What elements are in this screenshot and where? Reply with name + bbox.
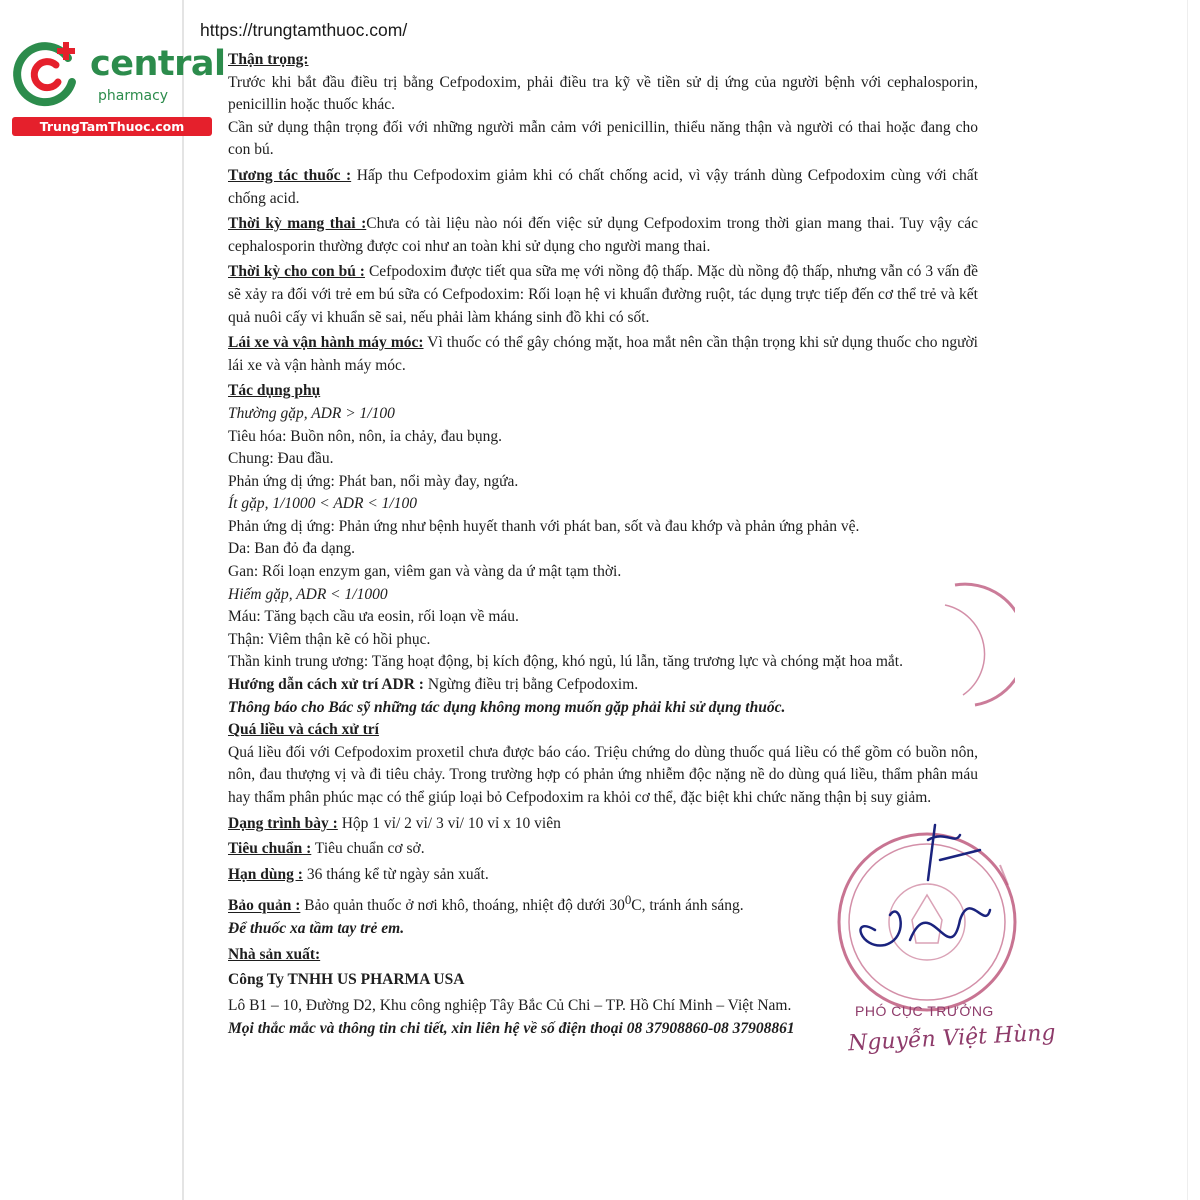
paragraph: Hạn dùng : 36 tháng kể từ ngày sản xuất.: [228, 865, 489, 883]
section-heading: Tương tác thuốc :: [228, 166, 352, 184]
section-heading: Nhà sản xuất:: [228, 945, 321, 963]
signer-name: Nguyễn Việt Hùng: [847, 1020, 1057, 1057]
section-heading: Thời kỳ mang thai :: [228, 215, 367, 233]
section-heading: Thận trọng:: [228, 51, 309, 68]
list-item: Da: Ban đỏ đa dạng.: [228, 540, 355, 558]
paragraph: Lái xe và vận hành máy móc: Vì thuốc có thể gây chóng mặt, hoa mắt nên cần thận trọng khi sử dụng thuốc cho người lái xe và vận hành máy móc.: [228, 334, 978, 374]
signer-title: PHÓ CỤC TRƯỞNG: [855, 1003, 994, 1019]
section-heading: Hạn dùng :: [228, 865, 303, 883]
logo-subtitle: pharmacy: [98, 88, 169, 104]
central-pharmacy-logo[interactable]: [8, 38, 226, 138]
paragraph: Tương tác thuốc : Hấp thu Cefpodoxim giảm khi có chất chống acid, vì vậy tránh dùng Cefpodoxim cùng với chất chống acid.: [228, 166, 978, 207]
list-item: Thận: Viêm thận kẽ có hồi phục.: [228, 630, 431, 648]
frequency-label: Hiếm gặp, ADR < 1/1000: [228, 585, 388, 603]
logo-name: central: [90, 44, 226, 84]
paragraph: Thời kỳ mang thai :Chưa có tài liệu nào nói đến việc sử dụng Cefpodoxim trong thời gian mang thai. Tuy vậy các cephalosporin thường được coi như an toàn khi sử dụng cho người mang thai.: [228, 215, 979, 255]
section-heading: Bảo quản :: [228, 897, 301, 915]
section-heading: Tiêu chuẩn :: [228, 840, 312, 858]
section-heading: Dạng trình bày :: [228, 814, 338, 832]
notice: Thông báo cho Bác sỹ những tác dụng không mong muốn gặp phải khi sử dụng thuốc.: [228, 698, 786, 716]
list-item: Tiêu hóa: Buồn nôn, nôn, ỉa chảy, đau bụng.: [228, 427, 502, 445]
paragraph: Tiêu chuẩn : Tiêu chuẩn cơ sở.: [228, 840, 425, 858]
list-item: Phản ứng dị ứng: Phát ban, nổi mày đay, ngứa.: [228, 472, 519, 490]
page-edge: [1187, 0, 1188, 1200]
logo-banner: TrungTamThuoc.com: [12, 117, 212, 136]
company-name: Công Ty TNHH US PHARMA USA: [228, 971, 465, 989]
frequency-label: Thường gặp, ADR > 1/100: [228, 404, 395, 422]
pharmacy-cross-icon: [10, 38, 84, 112]
frequency-label: Ít gặp, 1/1000 < ADR < 1/100: [228, 495, 417, 513]
paragraph: Dạng trình bày : Hộp 1 vỉ/ 2 vỉ/ 3 vỉ/ 10 vỉ x 10 viên: [228, 814, 561, 832]
stamp-fragment: [935, 575, 1015, 715]
warning: Để thuốc xa tầm tay trẻ em.: [228, 920, 405, 938]
paragraph: Hướng dẫn cách xử trí ADR : Ngừng điều trị bằng Cefpodoxim.: [228, 676, 639, 694]
section-heading: Tác dụng phụ: [228, 382, 321, 400]
list-item: Chung: Đau đầu.: [228, 450, 334, 468]
paragraph: Quá liều đối với Cefpodoxim proxetil chưa được báo cáo. Triệu chứng do dùng thuốc quá liều có thể gồm có buồn nôn, nôn, đau thượng vị và đi tiêu chảy. Trong trường hợp có phản ứng nhiễm độc nặng nề do dùng quá liều, thẩm phân máu hay thẩm phân phúc mạc có thể giúp loại bỏ Cefpodoxim ra khỏi cơ thể, đặc biệt khi chức năng thận bị suy giảm.: [228, 743, 978, 806]
address: Lô B1 – 10, Đường D2, Khu công nghiệp Tây Bắc Củ Chi – TP. Hồ Chí Minh – Việt Nam.: [228, 996, 792, 1014]
source-url[interactable]: https://trungtamthuoc.com/: [200, 20, 408, 40]
section-heading: Quá liều và cách xử trí: [228, 721, 379, 739]
section-heading: Lái xe và vận hành máy móc:: [228, 334, 424, 352]
paragraph: Thời kỳ cho con bú : Cefpodoxim được tiết qua sữa mẹ với nồng độ thấp. Mặc dù nồng độ thấp, nhưng vẫn có 3 vấn đề sẽ xảy ra đối với trẻ em bú sữa có Cefpodoxim: Rối loạn hệ vi khuẩn đường ruột, tác dụng trực tiếp đến cơ thể trẻ và kết quả nuôi cấy vi khuẩn sẽ sai, nếu phải làm kháng sinh đồ khi có sốt.: [228, 263, 979, 326]
paragraph: Trước khi bắt đầu điều trị bằng Cefpodoxim, phải điều tra kỹ về tiền sử dị ứng của người bệnh với cephalosporin, penicillin hoặc thuốc khác.: [228, 73, 978, 114]
contact-line: Mọi thắc mắc và thông tin chi tiết, xin liên hệ về số điện thoại 08 37908860-08 37908861: [228, 1019, 795, 1037]
section-heading: Thời kỳ cho con bú :: [228, 263, 365, 281]
list-item: Phản ứng dị ứng: Phản ứng như bệnh huyết thanh với phát ban, sốt và đau khớp và phản ứng phản vệ.: [228, 517, 860, 535]
paragraph: Bảo quản : Bảo quản thuốc ở nơi khô, thoáng, nhiệt độ dưới $30^0C$, tránh ánh sáng.: [228, 892, 744, 915]
list-item: Máu: Tăng bạch cầu ưa eosin, rối loạn về máu.: [228, 608, 519, 626]
section-heading: Hướng dẫn cách xử trí ADR :: [228, 676, 424, 694]
list-item: Gan: Rối loạn enzym gan, viêm gan và vàng da ứ mật tạm thời.: [228, 563, 622, 581]
list-item: Thần kinh trung ương: Tăng hoạt động, bị kích động, khó ngủ, lú lẫn, tăng trương lực và chóng mặt hoa mắt.: [228, 653, 903, 671]
handwritten-signature: [840, 820, 1010, 980]
paragraph: Cần sử dụng thận trọng đối với những người mẫn cảm với penicillin, thiểu năng thận và người có thai hoặc đang cho con bú.: [228, 118, 978, 159]
page-edge: [182, 0, 184, 1200]
